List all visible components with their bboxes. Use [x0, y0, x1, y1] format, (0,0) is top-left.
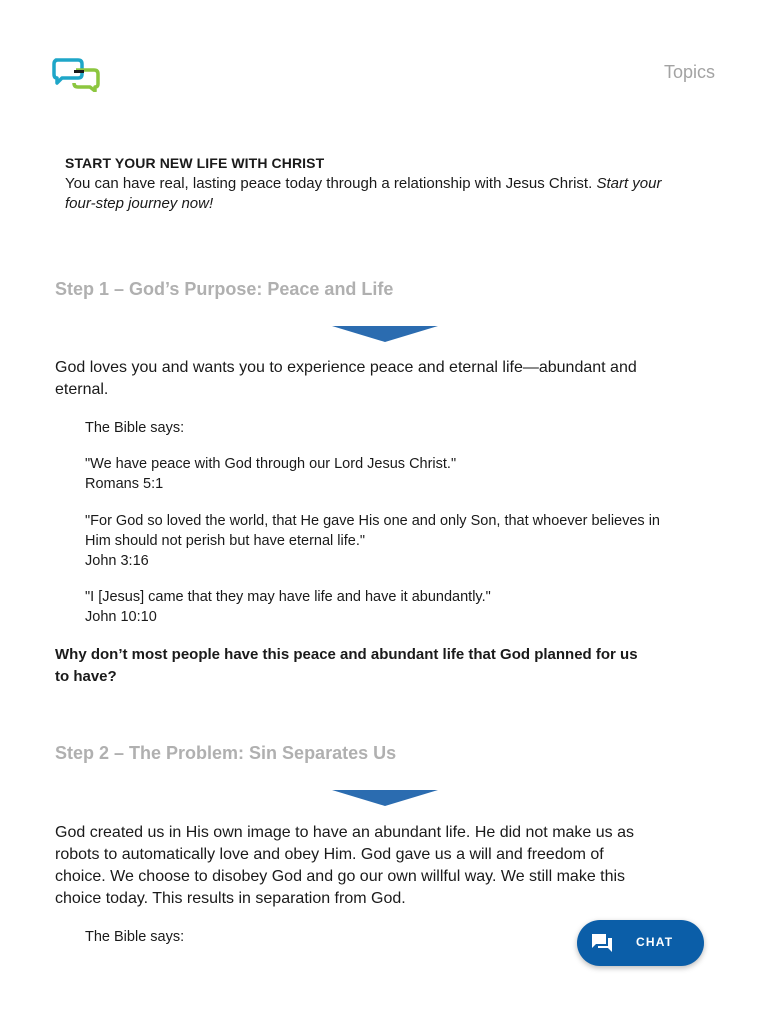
step2-chevron-down-icon: [332, 790, 438, 806]
verse-reference: Romans 5:1: [85, 476, 164, 492]
step1-verse-2: [85, 511, 675, 571]
intro-text-main: You can have real, lasting peace today through a relationship with Jesus Christ.: [65, 175, 597, 192]
chat-button-label: CHAT: [636, 935, 674, 949]
intro-text-cta: Start your four-step journey now!: [65, 175, 662, 212]
chat-button[interactable]: [577, 920, 704, 966]
step1-paragraph: God loves you and wants you to experience peace and eternal life—abundant and eternal.: [55, 359, 637, 398]
verse-text: "I [Jesus] came that they may have life and have it abundantly.": [85, 589, 491, 605]
step1-verse-1: [85, 454, 685, 494]
verse-text: "For God so loved the world, that He gave His one and only Son, that whoever believes in Him should not perish but have eternal life.": [85, 513, 661, 549]
verse-text: "We have peace with God through our Lord Jesus Christ.": [85, 456, 457, 472]
step1-chevron-down-icon: [332, 326, 438, 342]
step2-paragraph: God created us in His own image to have an abundant life. He did not make us as robots to automatically love and obey Him. God gave us a will and freedom of choice. We choose to disobey God and go our own willful way. We still make this choice today. This results in separation from God.: [55, 824, 635, 907]
topics-link[interactable]: Topics: [663, 62, 715, 82]
step1-question: Why don’t most people have this peace and abundant life that God planned for us to have?: [55, 646, 638, 685]
step1-heading: Step 1 – God’s Purpose: Peace and Life: [55, 279, 394, 299]
intro-title: START YOUR NEW LIFE WITH CHRIST: [65, 155, 325, 171]
intro-section: [65, 154, 665, 214]
site-header: [0, 0, 768, 130]
step2-heading: Step 2 – The Problem: Sin Separates Us: [55, 743, 397, 763]
verse-reference: John 3:16: [85, 553, 149, 569]
chat-bubble-icon: [591, 933, 613, 953]
verse-reference: John 10:10: [85, 609, 157, 625]
chat-bubbles-logo-icon[interactable]: [52, 56, 102, 92]
step2-bible-says: The Bible says:: [85, 929, 185, 945]
step1-verse-3: [85, 587, 685, 627]
step1-bible-says: The Bible says:: [85, 420, 185, 436]
intro-text: [65, 174, 665, 214]
